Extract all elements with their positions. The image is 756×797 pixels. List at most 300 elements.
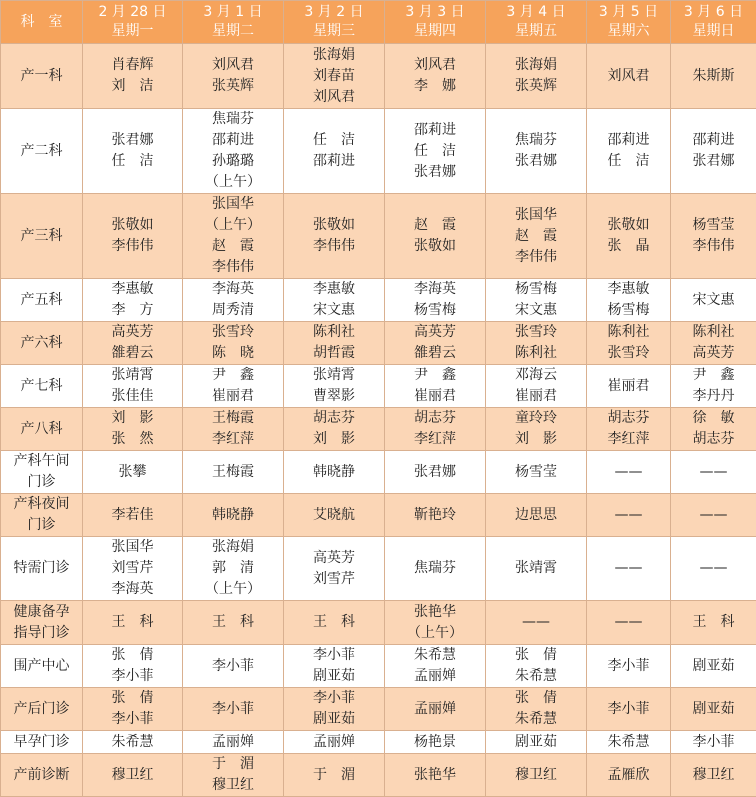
doctor-name: 胡志芬	[587, 408, 670, 429]
doctor-name: 王梅霞	[183, 462, 283, 483]
duty-cell	[587, 645, 671, 688]
duty-cell	[284, 322, 385, 365]
duty-cell	[183, 44, 284, 109]
duty-cell	[83, 44, 183, 109]
doctor-name: 王 科	[83, 612, 182, 633]
doctor-name: 张君娜	[385, 462, 485, 483]
day-header	[671, 1, 756, 44]
duty-cell	[183, 494, 284, 537]
doctor-name: 张君娜	[385, 162, 485, 183]
doctor-name: 边思思	[486, 505, 586, 526]
doctor-name: 刘风君	[183, 55, 283, 76]
duty-cell	[486, 451, 587, 494]
duty-cell	[486, 645, 587, 688]
doctor-name: （上午）	[183, 215, 283, 236]
doctor-name: 尹 鑫	[183, 365, 283, 386]
doctor-name: 崔丽君	[587, 376, 670, 397]
duty-cell	[385, 645, 486, 688]
doctor-name: 宋文惠	[284, 300, 384, 321]
duty-cell	[385, 494, 486, 537]
duty-cell	[587, 451, 671, 494]
schedule-row	[1, 44, 756, 109]
dept-name-line: 产一科	[1, 66, 82, 87]
duty-cell	[284, 279, 385, 322]
doctor-name: 雒碧云	[83, 343, 182, 364]
day-date: 3 月 4 日	[486, 3, 586, 22]
doctor-name: 剧亚茹	[284, 666, 384, 687]
doctor-name: 杨艳景	[385, 732, 485, 753]
duty-cell	[284, 731, 385, 754]
dept-name	[1, 408, 83, 451]
schedule-row	[1, 279, 756, 322]
doctor-name: 李丹丹	[671, 386, 756, 407]
dept-name	[1, 537, 83, 601]
doctor-name: 张艳华	[385, 602, 485, 623]
duty-cell	[587, 601, 671, 645]
doctor-name: 张敬如	[83, 215, 182, 236]
duty-cell	[83, 365, 183, 408]
doctor-name: 穆卫红	[183, 775, 283, 796]
duty-cell	[587, 365, 671, 408]
doctor-name: 刘风君	[284, 87, 384, 108]
doctor-name: 韩晓静	[284, 462, 384, 483]
day-date: 3 月 2 日	[284, 3, 384, 22]
doctor-name: 张佳佳	[83, 386, 182, 407]
duty-cell	[671, 754, 756, 797]
doctor-name: 刘风君	[385, 55, 485, 76]
no-duty-dash: ——	[671, 505, 756, 526]
duty-cell	[587, 109, 671, 194]
doctor-name: 任 洁	[587, 151, 670, 172]
duty-cell	[486, 109, 587, 194]
doctor-name: 杨雪梅	[486, 279, 586, 300]
doctor-name: 胡哲霞	[284, 343, 384, 364]
day-date: 3 月 1 日	[183, 3, 283, 22]
duty-cell	[587, 279, 671, 322]
duty-cell	[83, 731, 183, 754]
duty-cell	[671, 601, 756, 645]
doctor-name: 朱希慧	[83, 732, 182, 753]
dept-name	[1, 109, 83, 194]
schedule-row	[1, 537, 756, 601]
duty-cell	[183, 731, 284, 754]
duty-cell	[83, 688, 183, 731]
duty-cell	[486, 365, 587, 408]
duty-cell	[284, 44, 385, 109]
doctor-name: 肖春辉	[83, 55, 182, 76]
doctor-name: 韩晓静	[183, 505, 283, 526]
no-duty-dash: ——	[587, 505, 670, 526]
doctor-name: 张靖霄	[284, 365, 384, 386]
no-duty-dash: ——	[587, 612, 670, 633]
duty-cell	[385, 754, 486, 797]
doctor-name: 李伟伟	[183, 257, 283, 278]
dept-name-line: 健康备孕	[1, 602, 82, 623]
doctor-name: 任 洁	[284, 130, 384, 151]
no-duty-dash: ——	[587, 558, 670, 579]
doctor-name: 张艳华	[385, 765, 485, 786]
doctor-name: 于 湄	[284, 765, 384, 786]
doctor-name: 孙璐璐	[183, 151, 283, 172]
duty-cell	[587, 688, 671, 731]
doctor-name: 杨雪梅	[385, 300, 485, 321]
doctor-name: 张 倩	[486, 645, 586, 666]
dept-name	[1, 601, 83, 645]
doctor-name: 焦瑞芬	[385, 558, 485, 579]
doctor-name: 赵 霞	[183, 236, 283, 257]
duty-cell	[385, 322, 486, 365]
duty-cell	[385, 601, 486, 645]
duty-cell	[671, 688, 756, 731]
duty-cell	[486, 601, 587, 645]
schedule-row	[1, 365, 756, 408]
doctor-name: 张君娜	[486, 151, 586, 172]
doctor-name: 王 科	[671, 612, 756, 633]
doctor-name: 李海英	[385, 279, 485, 300]
doctor-name: 李 娜	[385, 76, 485, 97]
duty-cell	[587, 494, 671, 537]
doctor-name: 艾晓航	[284, 505, 384, 526]
doctor-name: 靳艳玲	[385, 505, 485, 526]
day-header	[486, 1, 587, 44]
schedule-row	[1, 645, 756, 688]
duty-cell	[83, 408, 183, 451]
doctor-name: 曹翠影	[284, 386, 384, 407]
day-date: 3 月 5 日	[587, 3, 670, 22]
duty-cell	[284, 451, 385, 494]
doctor-name: 张海娟	[183, 537, 283, 558]
day-weekday: 星期一	[83, 22, 182, 41]
header-row	[1, 1, 756, 44]
doctor-name: 剧亚茹	[284, 709, 384, 730]
no-duty-dash: ——	[671, 462, 756, 483]
duty-cell	[486, 194, 587, 279]
duty-cell	[183, 688, 284, 731]
doctor-name: 童玲玲	[486, 408, 586, 429]
doctor-name: 张英辉	[183, 76, 283, 97]
duty-cell	[183, 601, 284, 645]
doctor-name: 张英辉	[486, 76, 586, 97]
duty-cell	[284, 601, 385, 645]
doctor-name: 李 方	[83, 300, 182, 321]
doctor-name: 孟丽婵	[183, 732, 283, 753]
doctor-name: 李小菲	[284, 688, 384, 709]
doctor-name: 李伟伟	[486, 247, 586, 268]
duty-cell	[486, 731, 587, 754]
doctor-name: 李小菲	[183, 656, 283, 677]
duty-cell	[671, 109, 756, 194]
doctor-name: 宋文惠	[671, 290, 756, 311]
schedule-row	[1, 451, 756, 494]
no-duty-dash: ——	[671, 558, 756, 579]
day-header	[587, 1, 671, 44]
duty-cell	[183, 408, 284, 451]
duty-cell	[671, 365, 756, 408]
duty-cell	[385, 365, 486, 408]
doctor-name: 徐 敏	[671, 408, 756, 429]
doctor-name: 郭 清	[183, 558, 283, 579]
doctor-name: 邵莉进	[284, 151, 384, 172]
doctor-name: 张攀	[83, 462, 182, 483]
doctor-name: 张雪玲	[486, 322, 586, 343]
doctor-name: 孟丽婵	[284, 732, 384, 753]
duty-cell	[83, 494, 183, 537]
dept-name-line: 产六科	[1, 333, 82, 354]
day-header	[284, 1, 385, 44]
doctor-name: 穆卫红	[486, 765, 586, 786]
schedule-row	[1, 601, 756, 645]
doctor-name: 张海娟	[486, 55, 586, 76]
day-header	[183, 1, 284, 44]
duty-cell	[671, 645, 756, 688]
doctor-name: 于 湄	[183, 754, 283, 775]
duty-cell	[671, 44, 756, 109]
dept-name	[1, 279, 83, 322]
dept-name-line: 产前诊断	[1, 765, 82, 786]
doctor-name: 高英芳	[284, 548, 384, 569]
doctor-name: 李小菲	[183, 699, 283, 720]
duty-cell	[284, 109, 385, 194]
doctor-name: 陈利社	[284, 322, 384, 343]
doctor-name: 朱希慧	[486, 666, 586, 687]
doctor-name: 张靖霄	[83, 365, 182, 386]
doctor-name: 王 科	[284, 612, 384, 633]
duty-cell	[385, 451, 486, 494]
doctor-name: 周秀清	[183, 300, 283, 321]
doctor-name: 朱斯斯	[671, 66, 756, 87]
duty-cell	[671, 537, 756, 601]
doctor-name: 刘风君	[587, 66, 670, 87]
doctor-name: 刘 影	[486, 429, 586, 450]
doctor-name: 李伟伟	[284, 236, 384, 257]
doctor-name: 张敬如	[587, 215, 670, 236]
doctor-name: 李红萍	[385, 429, 485, 450]
day-weekday: 星期六	[587, 22, 670, 41]
doctor-name: 崔丽君	[183, 386, 283, 407]
doctor-name: 孟丽婵	[385, 666, 485, 687]
doctor-name: 刘春苗	[284, 66, 384, 87]
duty-cell	[671, 731, 756, 754]
duty-cell	[486, 279, 587, 322]
doctor-name: 刘雪芹	[83, 558, 182, 579]
doctor-name: 高英芳	[671, 343, 756, 364]
duty-cell	[385, 44, 486, 109]
doctor-name: 孟雁欣	[587, 765, 670, 786]
dept-name-line: 产三科	[1, 226, 82, 247]
doctor-name: 刘 影	[83, 408, 182, 429]
schedule-row	[1, 688, 756, 731]
doctor-name: 任 洁	[385, 141, 485, 162]
doctor-name: 崔丽君	[486, 386, 586, 407]
schedule-row	[1, 731, 756, 754]
doctor-name: 邓海云	[486, 365, 586, 386]
schedule-row	[1, 408, 756, 451]
day-weekday: 星期日	[671, 22, 756, 41]
doctor-name: 李小菲	[587, 656, 670, 677]
dept-header: 科 室	[1, 1, 83, 44]
doctor-name: 朱希慧	[587, 732, 670, 753]
doctor-name: 杨雪莹	[671, 215, 756, 236]
doctor-name: 朱希慧	[385, 645, 485, 666]
doctor-name: 李海英	[183, 279, 283, 300]
dept-name-line: 产二科	[1, 141, 82, 162]
no-duty-dash: ——	[486, 612, 586, 633]
duty-cell	[671, 451, 756, 494]
dept-name	[1, 645, 83, 688]
duty-cell	[183, 537, 284, 601]
doctor-name: 张海娟	[284, 45, 384, 66]
doctor-name: 任 洁	[83, 151, 182, 172]
doctor-name: 邵莉进	[385, 120, 485, 141]
doctor-name: 李小菲	[83, 666, 182, 687]
duty-cell	[183, 365, 284, 408]
doctor-name: 李伟伟	[671, 236, 756, 257]
day-weekday: 星期二	[183, 22, 283, 41]
duty-cell	[83, 645, 183, 688]
dept-name	[1, 451, 83, 494]
doctor-name: 剧亚茹	[486, 732, 586, 753]
doctor-name: 李小菲	[587, 699, 670, 720]
day-date: 3 月 3 日	[385, 3, 485, 22]
day-date: 2 月 28 日	[83, 3, 182, 22]
duty-cell	[284, 688, 385, 731]
dept-name	[1, 365, 83, 408]
doctor-name: 雒碧云	[385, 343, 485, 364]
dept-name	[1, 754, 83, 797]
duty-cell	[385, 408, 486, 451]
day-header	[83, 1, 183, 44]
doctor-name: 李小菲	[284, 645, 384, 666]
dept-name-line: 指导门诊	[1, 623, 82, 644]
day-weekday: 星期四	[385, 22, 485, 41]
duty-cell	[385, 537, 486, 601]
doctor-name: 赵 霞	[486, 226, 586, 247]
dept-name-line: 门诊	[1, 472, 82, 493]
doctor-name: 张 倩	[83, 645, 182, 666]
doctor-name: 杨雪莹	[486, 462, 586, 483]
dept-name	[1, 44, 83, 109]
duty-cell	[284, 408, 385, 451]
doctor-name: 崔丽君	[385, 386, 485, 407]
duty-cell	[284, 365, 385, 408]
doctor-name: 穆卫红	[83, 765, 182, 786]
schedule-row	[1, 109, 756, 194]
doctor-name: 李惠敏	[284, 279, 384, 300]
doctor-name: 张 倩	[83, 688, 182, 709]
doctor-name: 刘雪芹	[284, 569, 384, 590]
doctor-name: 杨雪梅	[587, 300, 670, 321]
duty-cell	[83, 451, 183, 494]
doctor-name: 穆卫红	[671, 765, 756, 786]
doctor-name: 宋文惠	[486, 300, 586, 321]
doctor-name: 陈利社	[671, 322, 756, 343]
dept-name-line: 产八科	[1, 419, 82, 440]
day-header	[385, 1, 486, 44]
duty-cell	[671, 408, 756, 451]
doctor-name: 孟丽婵	[385, 699, 485, 720]
dept-name	[1, 494, 83, 537]
duty-cell	[587, 44, 671, 109]
doctor-name: 李红萍	[587, 429, 670, 450]
duty-cell	[486, 44, 587, 109]
doctor-name: 刘 洁	[83, 76, 182, 97]
doctor-name: 邵莉进	[183, 130, 283, 151]
day-weekday: 星期三	[284, 22, 384, 41]
doctor-name: 高英芳	[83, 322, 182, 343]
duty-cell	[83, 109, 183, 194]
dept-name	[1, 322, 83, 365]
doctor-name: 张雪玲	[587, 343, 670, 364]
doctor-name: 剧亚茹	[671, 699, 756, 720]
duty-cell	[587, 194, 671, 279]
duty-cell	[83, 194, 183, 279]
doctor-name: 焦瑞芬	[486, 130, 586, 151]
doctor-name: （上午）	[183, 579, 283, 600]
doctor-name: 张国华	[183, 194, 283, 215]
dept-name-line: 门诊	[1, 515, 82, 536]
day-date: 3 月 6 日	[671, 3, 756, 22]
duty-cell	[385, 109, 486, 194]
duty-cell	[587, 754, 671, 797]
duty-cell	[486, 322, 587, 365]
doctor-name: 陈利社	[486, 343, 586, 364]
doctor-name: 焦瑞芬	[183, 109, 283, 130]
dept-name-line: 围产中心	[1, 656, 82, 677]
doctor-name: 王 科	[183, 612, 283, 633]
duty-cell	[671, 322, 756, 365]
doctor-name: 张君娜	[671, 151, 756, 172]
duty-cell	[183, 451, 284, 494]
doctor-name: 张雪玲	[183, 322, 283, 343]
doctor-name: 赵 霞	[385, 215, 485, 236]
duty-cell	[671, 279, 756, 322]
duty-cell	[83, 754, 183, 797]
duty-cell	[284, 537, 385, 601]
duty-cell	[587, 322, 671, 365]
doctor-name: 李小菲	[671, 732, 756, 753]
doctor-name: 陈 晓	[183, 343, 283, 364]
dept-name	[1, 731, 83, 754]
doctor-name: 尹 鑫	[671, 365, 756, 386]
doctor-name: 张 然	[83, 429, 182, 450]
duty-cell	[486, 537, 587, 601]
doctor-name: 张君娜	[83, 130, 182, 151]
duty-cell	[385, 194, 486, 279]
doctor-name: 李惠敏	[587, 279, 670, 300]
duty-cell	[587, 408, 671, 451]
duty-cell	[284, 494, 385, 537]
schedule-row	[1, 322, 756, 365]
schedule-row	[1, 494, 756, 537]
duty-cell	[284, 754, 385, 797]
doctor-name: 尹 鑫	[385, 365, 485, 386]
duty-cell	[83, 537, 183, 601]
doctor-name: 刘 影	[284, 429, 384, 450]
doctor-name: 李伟伟	[83, 236, 182, 257]
doctor-name: 胡志芬	[284, 408, 384, 429]
duty-cell	[671, 194, 756, 279]
duty-cell	[671, 494, 756, 537]
dept-name	[1, 688, 83, 731]
duty-cell	[83, 279, 183, 322]
doctor-name: 高英芳	[385, 322, 485, 343]
duty-cell	[486, 754, 587, 797]
duty-cell	[83, 322, 183, 365]
schedule-row	[1, 194, 756, 279]
dept-name-line: 产科午间	[1, 451, 82, 472]
duty-cell	[183, 279, 284, 322]
dept-name-line: 特需门诊	[1, 558, 82, 579]
